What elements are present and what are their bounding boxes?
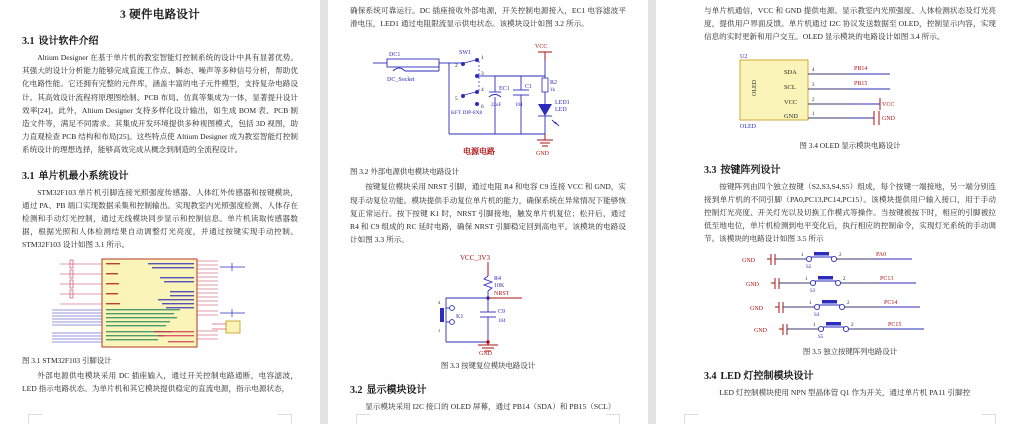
figure-power-circuit	[350, 34, 626, 162]
label-vcc: VCC	[535, 44, 548, 51]
figure-stm32-pinout	[22, 255, 298, 351]
pin-1-s2: 1	[801, 252, 804, 258]
label-sw-pin5: 5	[455, 96, 458, 103]
document-page-3[interactable]	[656, 0, 1024, 424]
paragraph-led-control: LED 灯控制模块使用 NPN 型晶体管 Q1 作为开关，通过单片机 PA11 引脚控	[719, 387, 971, 397]
label-ec-ref: EC1	[499, 86, 510, 93]
page-corner-right	[606, 414, 620, 424]
paragraph-reset-module: 按键复位模块采用 NRST 引脚，通过电阻 R4 和电容 C9 连接 VCC 和 GND，实现手动复位功能。模块提供手动复位单片机的能力，确保系统在异常情况下能够恢复正常运行。按下按键 K1 时，NRST 引脚接地，触发单片机复位；松开后，通过 R4 和 C9 组成的 RC 延时电路，确保 NRST 引脚稳定回到高电平。该模块的电路设计如图 3.3 所示。	[350, 182, 626, 245]
page-corner-right	[278, 414, 292, 424]
heading-number: 3.2	[350, 385, 363, 397]
key-row-2	[746, 276, 916, 294]
label-gnd-s2: GND	[742, 257, 755, 264]
page-corner-left	[28, 414, 42, 424]
pin-1-s3: 1	[805, 276, 808, 282]
pin-1-s5: 1	[813, 322, 816, 328]
page-gap-1	[320, 0, 328, 424]
heading-text: 显示模块设计	[366, 385, 427, 397]
page-corner-right	[982, 414, 996, 424]
page-corner-left	[356, 414, 370, 424]
label-gnd-s3: GND	[746, 281, 759, 288]
paragraph-software-intro: Altium Designer 在基于单片机的教室智能灯控制系统的设计中具有显著优势。其强大的设计分析能力能够完成直流工作点、瞬态、噪声等多种信号分析，帮助优化电路性能。它还拥有完整的元件库，涵盖丰富的电子元件模型，支持复杂电路设计。其高效设计流程将原理图绘制、PCB 布局、仿真等集成为一体，显著提升设计效率[24]。此外，Altium Designer 支持多样化设计输出，如生成 BOM 表、PCB 制造文件等，满足不同需求。其集成开发环境提供多种视图模式，包括 3D 视图，助力直观检查 PCB 结构和布局[25]。这些特点使 Altium Designer 成为教室智能灯控制系统设计的理想选择，能够高效完成从概念到制造的全流程设计。	[22, 53, 298, 155]
heading-3-1-software	[22, 32, 298, 47]
label-c1-ref: C1	[525, 84, 533, 91]
net-pc13: PC13	[880, 275, 894, 282]
label-gnd-s5: GND	[754, 327, 767, 334]
label-oled-ref: U2	[740, 53, 748, 60]
figure-power-title: 电源电路	[463, 147, 495, 157]
key-row-1	[742, 252, 912, 270]
label-r2-value: 1k	[550, 88, 555, 94]
document-page-1[interactable]	[0, 0, 320, 424]
ref-s5: S5	[818, 334, 824, 340]
label-c9-ref: C9	[498, 309, 506, 316]
ref-s2: S2	[806, 264, 812, 270]
heading-number: 3.4	[704, 370, 717, 382]
pin-num-scl: 3	[812, 82, 815, 88]
reset-circuit-svg	[398, 250, 578, 356]
label-r4-ref: R4	[494, 276, 502, 283]
pin-2-s5: 2	[851, 322, 854, 328]
heading-text: LED 灯控制模块设计	[720, 370, 814, 382]
net-pa0: PA0	[876, 251, 887, 258]
net-gnd: GND	[882, 115, 895, 122]
label-sw-pin3: 3	[481, 71, 484, 78]
label-gnd: GND	[536, 151, 549, 158]
oled-circuit-svg	[722, 48, 962, 134]
pin-num-sda: 4	[812, 67, 815, 73]
label-dc-name: DC_Socket	[387, 77, 415, 84]
label-ec-value: 22uF	[491, 103, 502, 109]
pin-name-gnd: GND	[784, 112, 798, 120]
label-oled-name: OLED	[740, 123, 756, 130]
pin-2-s3: 2	[843, 276, 846, 282]
figure-caption-3-2: 图 3.2 外部电源供电模块电路设计	[350, 167, 460, 177]
key-row-3	[750, 300, 920, 318]
label-r4-value: 10K	[494, 283, 505, 290]
label-sw-pin6: 6	[481, 104, 484, 111]
label-gnd-reset: GND	[479, 351, 492, 357]
heading-number: 3.3	[704, 164, 717, 176]
heading-number: 3.1	[22, 36, 35, 47]
net-vcc: VCC	[882, 101, 895, 108]
label-sw-pin4: 4	[481, 87, 484, 94]
heading-3-3-key-array	[704, 161, 996, 176]
figure-key-array-circuit	[704, 250, 996, 342]
figure-oled-circuit	[704, 48, 996, 134]
pin-name-vcc: VCC	[784, 98, 798, 106]
figure-caption-3-3: 图 3.3 按键复位模块电路设计	[440, 361, 536, 371]
power-circuit-svg	[363, 34, 613, 162]
stm32-schematic-svg	[40, 255, 280, 351]
pin-2-s2: 2	[839, 252, 842, 258]
pin-2-s4: 2	[847, 300, 850, 306]
label-c1-value: 104	[515, 103, 523, 109]
label-nrst: NRST	[494, 291, 510, 298]
label-r2-ref: R2	[550, 80, 558, 87]
key-array-svg	[734, 250, 984, 342]
net-pc15: PC15	[888, 321, 902, 328]
pin-num-vcc: 2	[812, 97, 815, 103]
svg-text:4: 4	[438, 300, 441, 306]
heading-number: 3.1	[22, 170, 35, 182]
ref-s3: S3	[810, 288, 816, 294]
paragraph-power-supply-cont: 确保系统可靠运行。DC 插座接收外部电源，开关控制电源接入，EC1 电容滤波平滑电压，LED1 通过电阻限流显示供电状态。该模块设计如图 3.2 所示。	[350, 6, 626, 29]
ref-s4: S4	[814, 312, 820, 318]
figure-caption-3-1: 图 3.1 STM32F103 引脚设计	[22, 355, 112, 365]
heading-3-1-mcu-min-system	[22, 167, 298, 182]
label-c9-value: 104	[498, 319, 506, 325]
key-row-4	[754, 322, 924, 340]
figure-reset-circuit	[350, 250, 626, 356]
label-gnd-s4: GND	[750, 305, 763, 312]
label-sw-pin1: 1	[481, 55, 484, 62]
heading-text: 设计软件介绍	[38, 36, 99, 47]
label-led1-ref: LED1	[555, 100, 570, 107]
net-pc14: PC14	[884, 299, 898, 306]
paragraph-key-array: 按键阵列由四个独立按键（S2,S3,S4,S5）组成，每个按键一端接地，另一端分别连接到单片机的不同引脚（PA0,PC13,PC14,PC15）。该模块提供用户输入接口，用于手动控制灯光亮度、开关灯光以及切换工作模式等操作。当按键被按下时，相应的引脚被拉低至地电位，单片机检测到电平变化后，执行相应的控制命令，实现灯光系统的手动调节。该模块的电路设计如图 3.5 所示	[704, 181, 996, 244]
paragraph-mcu-min-system: STM32F103 单片机引脚连接光照强度传感器、人体红外传感器和按键模块，通过 PA、PB 端口实现数据采集和控制输出。实现教室内光照强度检测、人体存在检测和手动灯光控制，通过无线模块同步显示和控制信息。单片机读取传感器数据，根据光照和人体检测结果自动调整灯光亮度，并通过按键实现手动控制。STM32F103 设计如图 3.1 所示。	[22, 187, 298, 250]
label-dc-ref: DC1	[389, 52, 401, 59]
pin-name-sda: SDA	[784, 68, 797, 76]
page-corner-left	[684, 414, 698, 424]
figure-caption-3-4: 图 3.4 OLED 显示模块电路设计	[799, 140, 901, 150]
pin-1-s4: 1	[809, 300, 812, 306]
document-page-2[interactable]	[328, 0, 648, 424]
pin-num-gnd: 1	[812, 111, 815, 117]
paragraph-power-supply-lead: 外部电源供电模块采用 DC 插座输入，通过开关控制电路通断，电容滤波，LED 指示电路状态。为单片机和其它模块提供稳定的直流电源，指示电源状态，	[22, 370, 298, 393]
heading-3-2-display-module	[350, 381, 626, 396]
pin-name-scl: SCL	[784, 83, 796, 91]
label-oled-side: OLED	[752, 79, 758, 96]
heading-text: 按键阵列设计	[720, 164, 781, 176]
heading-text: 单片机最小系统设计	[38, 170, 129, 182]
page-title: 3 硬件电路设计	[119, 9, 201, 21]
paragraph-oled-comm: 与单片机通信，VCC 和 GND 提供电源。显示教室内光照强度、人体检测状态及灯光亮度，提供用户界面反馈。单片机通过 I2C 协议发送数据至 OLED，控制显示内容，实现信息的实时更新和用户交互。OLED 显示模块的电路设计如图 3.4 所示。	[704, 6, 996, 42]
page-gap-2	[648, 0, 656, 424]
net-pb15: PB15	[854, 80, 868, 87]
label-vcc-3v3: VCC_3V3	[460, 254, 490, 263]
label-sw-pin2: 2	[455, 63, 458, 70]
label-led1-name: LED	[555, 107, 567, 114]
heading-3-4-led-control	[704, 367, 996, 382]
paragraph-display-module: 显示模块采用 I2C 接口的 OLED 屏幕，通过 PB14（SDA）和 PB15（SCL）	[365, 402, 616, 412]
net-pb14: PB14	[854, 65, 868, 72]
label-sw-ref: SW1	[459, 50, 471, 57]
figure-caption-3-5: 图 3.5 独立按键阵列电路设计	[802, 346, 898, 356]
label-k1-ref: K1	[456, 314, 464, 321]
svg-text:1: 1	[438, 328, 441, 334]
label-sw-name: KFT DIP-8X8	[451, 110, 483, 117]
